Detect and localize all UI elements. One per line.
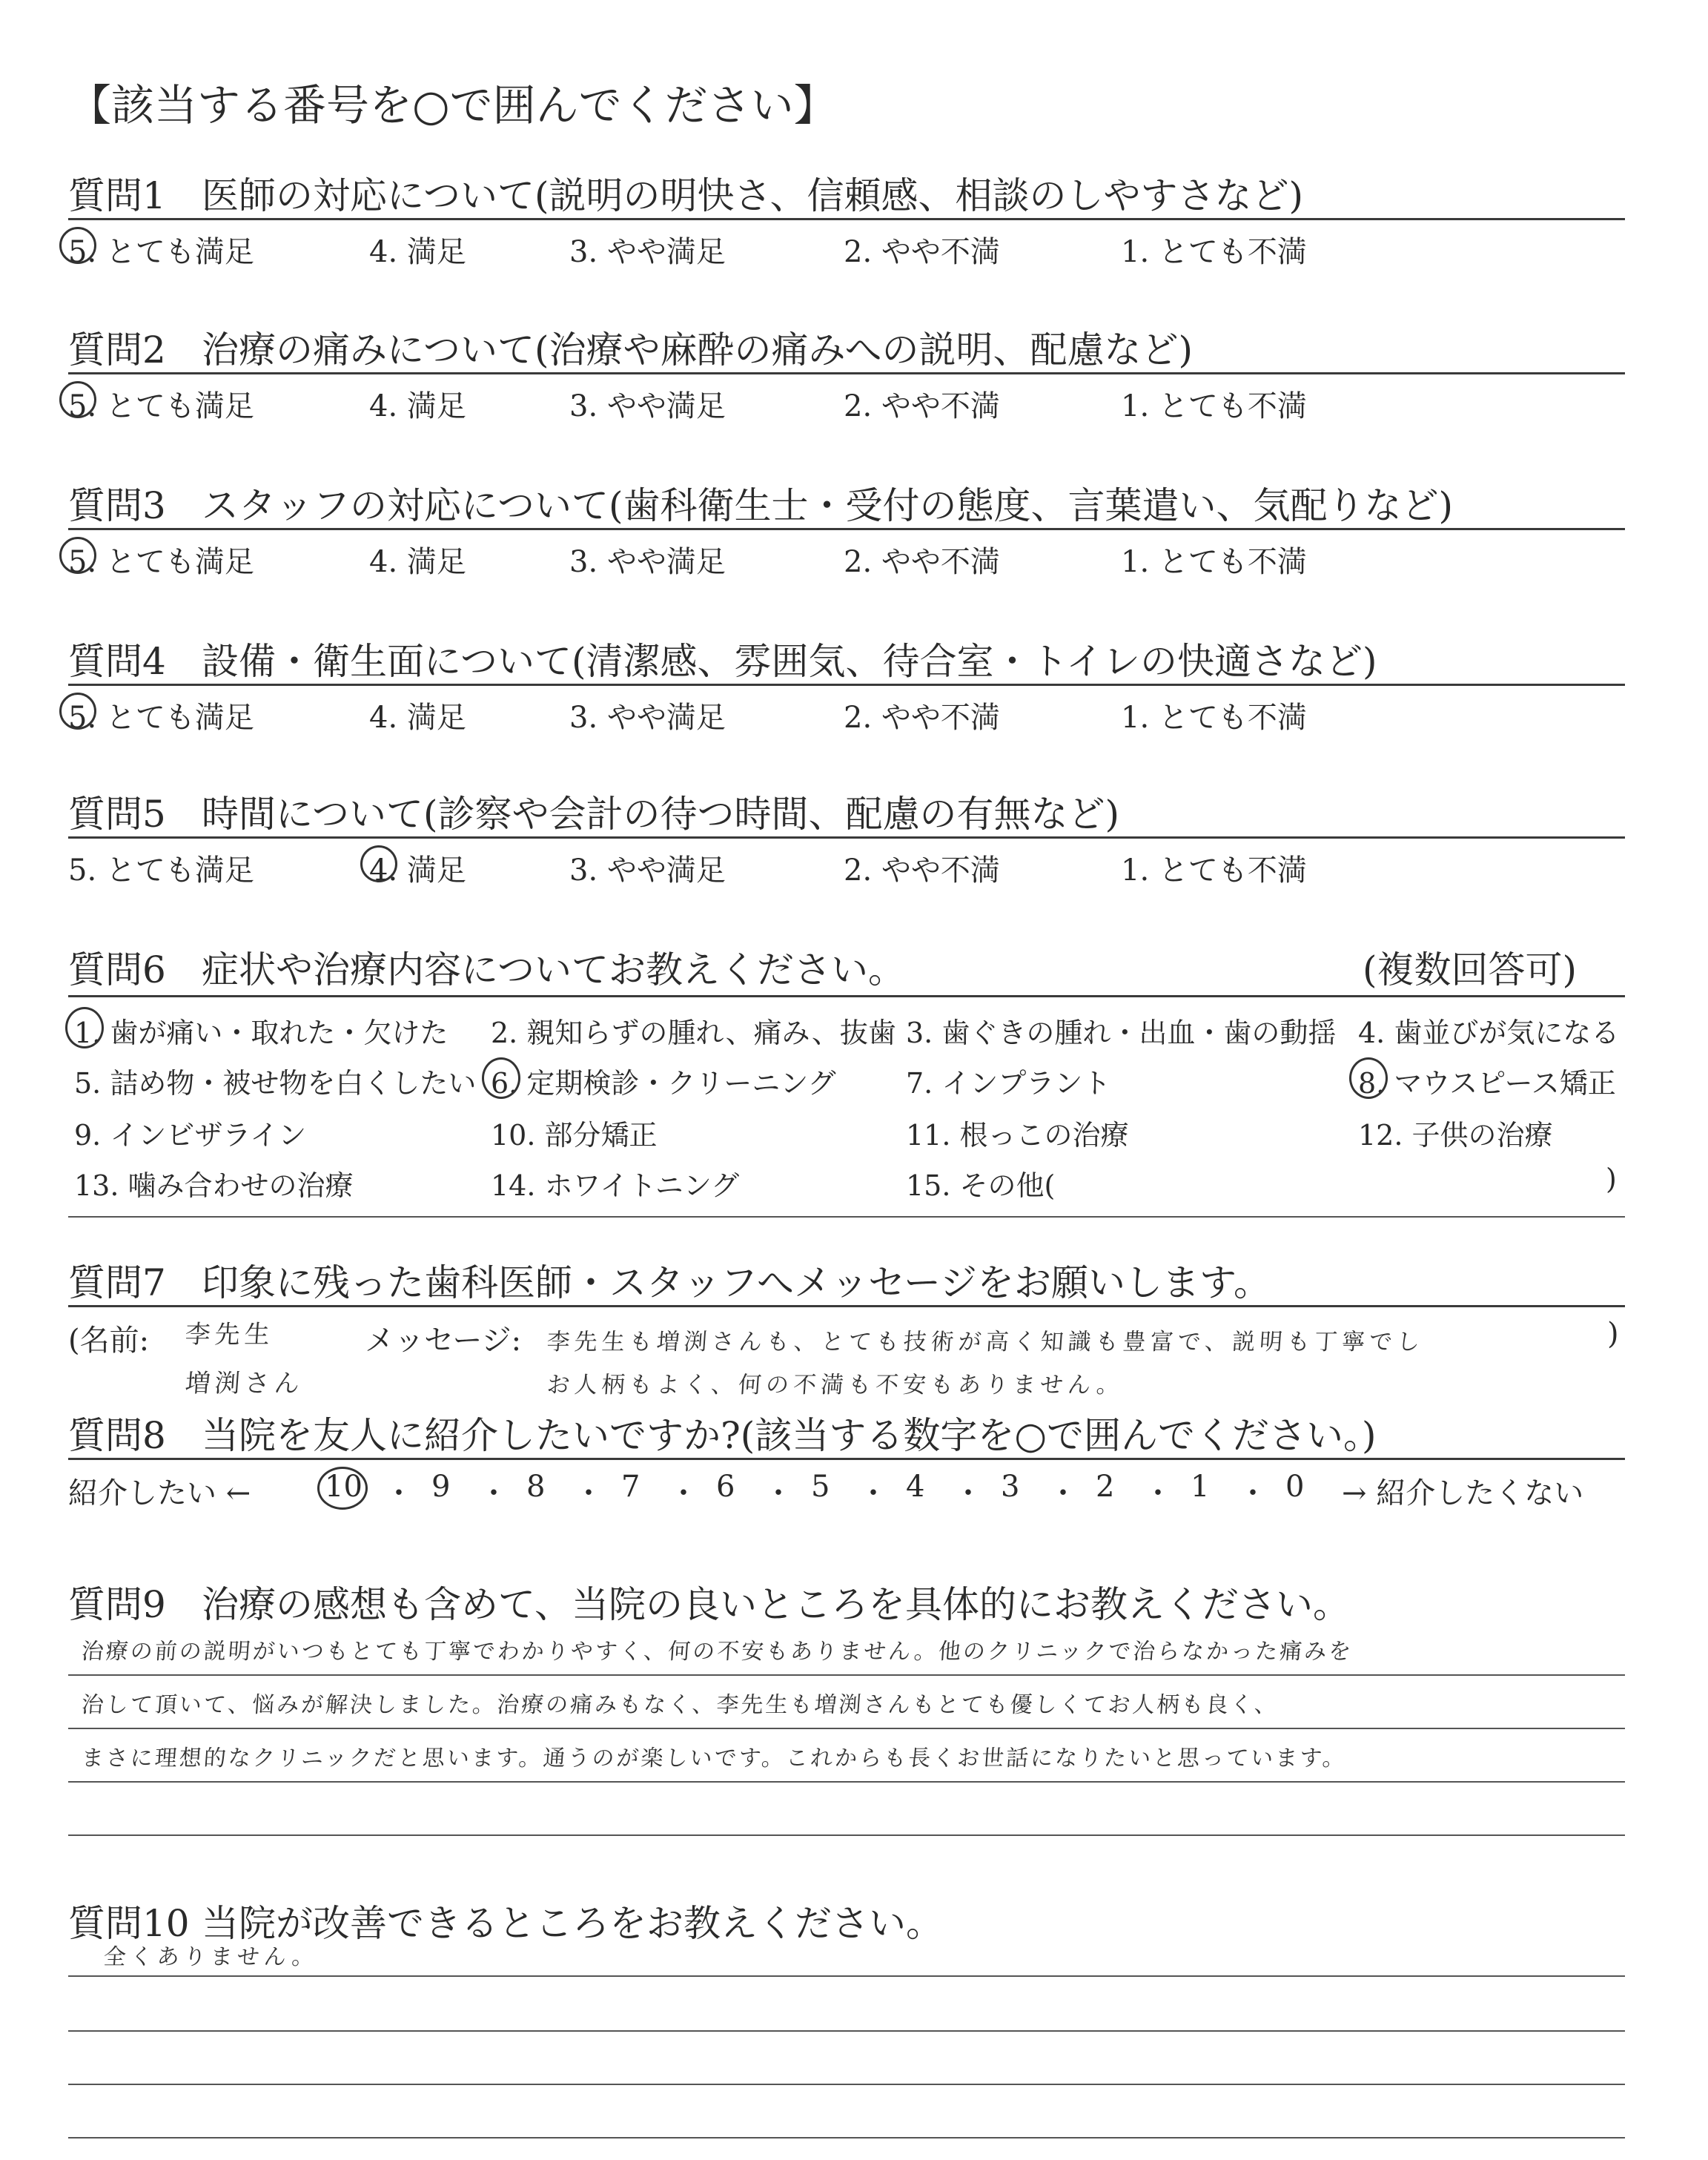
q4-text: 設備・衛生面について(清潔感、雰囲気、待合室・トイレの快適さなど) (202, 640, 1377, 683)
q1-text: 医師の対応について(説明の明快さ、信頼感、相談のしやすさなど) (202, 174, 1304, 217)
scale-separator: ・ (953, 1476, 983, 1510)
symptom-option-16: ) (1606, 1163, 1617, 1195)
q9-line-4 (68, 1834, 1625, 1836)
q3-rule (68, 528, 1625, 530)
scale-separator: ・ (858, 1476, 888, 1510)
q6-rule (68, 995, 1625, 997)
q4-option-2: 2. やや不満 (844, 701, 1000, 735)
symptom-option-7: 7. インプラント (906, 1067, 1111, 1100)
q2-rule (68, 372, 1625, 374)
q10-answer-line-1: 全くありません。 (102, 1944, 320, 1970)
scale-value-3: 3 (1001, 1470, 1020, 1504)
q7-rule (68, 1305, 1625, 1307)
q3-option-5: 5. とても満足 (68, 545, 254, 579)
q10-label: 質問10 (68, 1902, 190, 1945)
q1-selected-circle (59, 227, 96, 264)
q9-line-3 (68, 1781, 1625, 1783)
q1-option-1: 1. とても不満 (1121, 235, 1307, 269)
q10-line-4 (68, 2137, 1625, 2138)
message-label: メッセージ: (365, 1324, 522, 1358)
q2-option-5: 5. とても満足 (68, 389, 254, 423)
q1-rule (68, 218, 1625, 220)
scale-separator: ・ (1143, 1476, 1173, 1510)
q1-option-5: 5. とても満足 (68, 235, 254, 269)
symptom-option-5: 5. 詰め物・被せ物を白くしたい (74, 1067, 477, 1100)
q3-selected-circle (59, 537, 96, 574)
recommend-left-label: 紹介したい ← (68, 1476, 251, 1510)
recommend-right-label: → 紹介したくない (1342, 1476, 1584, 1510)
q7-text: 印象に残った歯科医師・スタッフへメッセージをお願いします。 (202, 1261, 1271, 1304)
q4-selected-circle (59, 693, 96, 730)
q8-label: 質問8 (68, 1414, 166, 1457)
q9-text: 治療の感想も含めて、当院の良いところを具体的にお教えください。 (202, 1583, 1350, 1626)
q2-option-2: 2. やや不満 (844, 389, 1000, 423)
q10-line-3 (68, 2084, 1625, 2085)
symptom-option-12: 12. 子供の治療 (1358, 1119, 1553, 1152)
q8-text: 当院を友人に紹介したいですか?(該当する数字を○で囲んでください。) (202, 1414, 1377, 1457)
symptom-option-6: 6. 定期検診・クリーニング (491, 1067, 836, 1100)
q9-line-1 (68, 1674, 1625, 1676)
scale-value-9: 9 (431, 1470, 451, 1504)
q4-option-1: 1. とても不満 (1121, 701, 1307, 735)
q5-selected-circle (360, 845, 397, 882)
symptom-selected-circle-6 (482, 1057, 520, 1099)
scale-value-5: 5 (811, 1470, 830, 1504)
name-label: (名前: (68, 1324, 150, 1358)
scale-separator: ・ (764, 1476, 793, 1510)
q4-rule (68, 684, 1625, 686)
symptom-option-8: 8. マウスピース矯正 (1358, 1067, 1616, 1100)
q8-rule (68, 1458, 1625, 1460)
symptom-selected-circle-8 (1349, 1057, 1388, 1099)
q9-label: 質問9 (68, 1583, 166, 1626)
q4-label: 質問4 (68, 640, 166, 683)
q6-text: 症状や治療内容についてお教えください。 (202, 948, 905, 991)
scale-separator: ・ (1238, 1476, 1268, 1510)
q4-option-5: 5. とても満足 (68, 701, 254, 735)
symptom-option-4: 4. 歯並びが気になる (1358, 1017, 1620, 1049)
q7-label: 質問7 (68, 1261, 166, 1304)
scale-separator: ・ (669, 1476, 698, 1510)
q1-label: 質問1 (68, 174, 166, 217)
q5-option-5: 5. とても満足 (68, 853, 254, 888)
handwritten-name-2: 増渕さん (184, 1369, 305, 1398)
q5-option-3: 3. やや満足 (569, 853, 726, 888)
q6-note: (複数回答可) (1363, 948, 1578, 991)
q9-line-2 (68, 1728, 1625, 1729)
symptom-option-3: 3. 歯ぐきの腫れ・出血・歯の動揺 (906, 1017, 1337, 1049)
q4-option-3: 3. やや満足 (569, 701, 726, 735)
q10-line-2 (68, 2030, 1625, 2032)
scale-separator: ・ (574, 1476, 603, 1510)
scale-value-10: 10 (325, 1470, 363, 1504)
recommend-selected-circle (317, 1467, 368, 1510)
scale-value-8: 8 (526, 1470, 546, 1504)
q3-option-2: 2. やや不満 (844, 545, 1000, 579)
q4-option-4: 4. 満足 (369, 701, 466, 735)
scale-value-4: 4 (906, 1470, 925, 1504)
symptom-option-1: 1. 歯が痛い・取れた・欠けた (74, 1017, 448, 1049)
q3-option-4: 4. 満足 (369, 545, 466, 579)
q6-label: 質問6 (68, 948, 166, 991)
symptom-option-11: 11. 根っこの治療 (906, 1119, 1129, 1152)
q2-label: 質問2 (68, 328, 166, 371)
symptom-option-13: 13. 噛み合わせの治療 (74, 1169, 354, 1202)
q2-option-1: 1. とても不満 (1121, 389, 1307, 423)
q5-option-4: 4. 満足 (369, 853, 466, 888)
q2-text: 治療の痛みについて(治療や麻酔の痛みへの説明、配慮など) (202, 328, 1194, 371)
close-paren: ) (1607, 1317, 1619, 1351)
q5-text: 時間について(診察や会計の待つ時間、配慮の有無など) (202, 793, 1120, 836)
q9-answer-line-2: 治して頂いて、悩みが解決しました。治療の痛みもなく、李先生も増渕さんもとても優しくてお人柄も良く、 (80, 1692, 1280, 1718)
handwritten-name-1: 李先生 (184, 1320, 276, 1350)
symptom-option-9: 9. インビザライン (74, 1119, 307, 1152)
scale-separator: ・ (1048, 1476, 1078, 1510)
q5-option-2: 2. やや不満 (844, 853, 1000, 888)
symptom-selected-circle-1 (65, 1007, 104, 1048)
q2-selected-circle (59, 381, 96, 418)
symptom-option-2: 2. 親知らずの腫れ、痛み、抜歯 (491, 1017, 896, 1049)
scale-value-6: 6 (716, 1470, 735, 1504)
q9-answer-line-3: まさに理想的なクリニックだと思います。通うのが楽しいです。これからも長くお世話になりたいと思っています。 (80, 1745, 1348, 1771)
q3-label: 質問3 (68, 484, 166, 527)
q5-label: 質問5 (68, 793, 166, 836)
q5-rule (68, 836, 1625, 839)
q1-option-3: 3. やや満足 (569, 235, 726, 269)
q1-option-4: 4. 満足 (369, 235, 466, 269)
q6-bottom-rule (68, 1216, 1625, 1218)
symptom-option-15: 15. その他( (906, 1169, 1056, 1202)
q3-option-1: 1. とても不満 (1121, 545, 1307, 579)
scale-value-0: 0 (1285, 1470, 1305, 1504)
symptom-option-10: 10. 部分矯正 (491, 1119, 658, 1152)
q9-answer-line-1: 治療の前の説明がいつもとても丁寧でわかりやすく、何の不安もありません。他のクリニックで治らなかった痛みを (80, 1639, 1354, 1665)
q2-option-4: 4. 満足 (369, 389, 466, 423)
handwritten-message-1: 李先生も増渕さんも、とても技術が高く知識も豊富で、説明も丁寧でし (546, 1329, 1426, 1355)
q3-text: スタッフの対応について(歯科衛生士・受付の態度、言葉遣い、気配りなど) (202, 484, 1454, 527)
q3-option-3: 3. やや満足 (569, 545, 726, 579)
q2-option-3: 3. やや満足 (569, 389, 726, 423)
scale-value-7: 7 (621, 1470, 640, 1504)
handwritten-message-2: お人柄もよく、何の不満も不安もありません。 (546, 1372, 1125, 1398)
survey-title: 【該当する番号を○で囲んでください】 (68, 80, 837, 131)
scale-value-2: 2 (1096, 1470, 1115, 1504)
q5-option-1: 1. とても不満 (1121, 853, 1307, 888)
scale-separator: ・ (384, 1476, 414, 1510)
q10-line-1 (68, 1975, 1625, 1977)
scale-separator: ・ (479, 1476, 509, 1510)
scale-value-1: 1 (1191, 1470, 1210, 1504)
symptom-option-14: 14. ホワイトニング (491, 1169, 740, 1202)
q1-option-2: 2. やや不満 (844, 235, 1000, 269)
q10-text: 当院が改善できるところをお教えください。 (202, 1902, 943, 1945)
